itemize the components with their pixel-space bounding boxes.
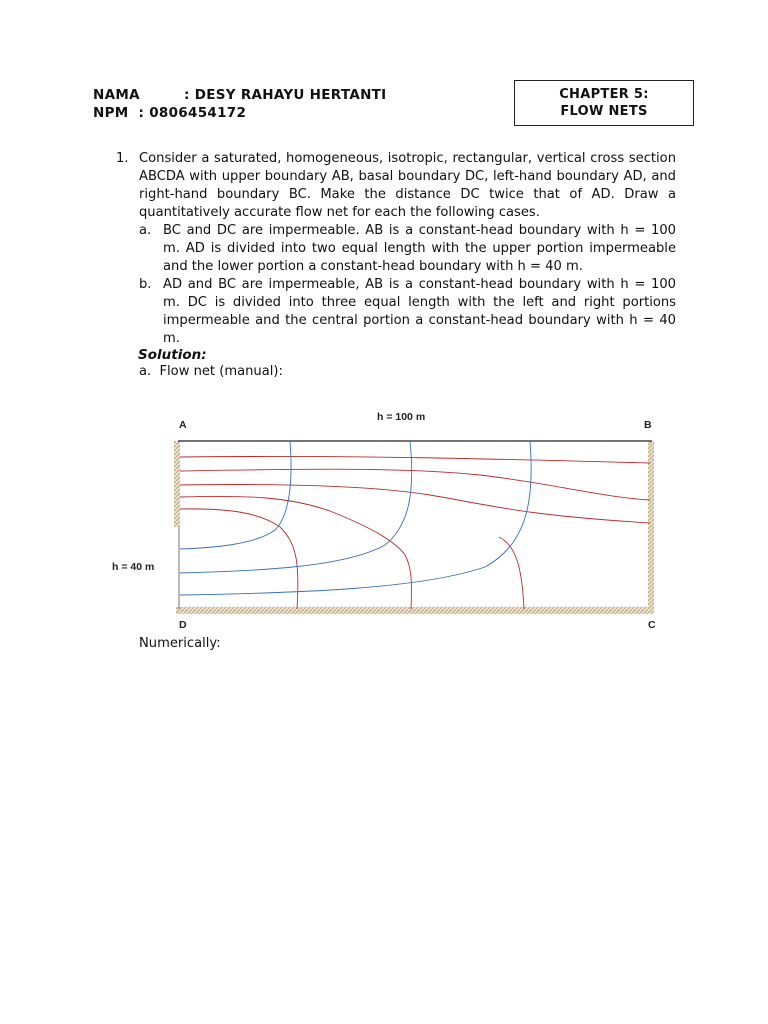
chapter-subtitle: FLOW NETS	[560, 104, 648, 119]
item-b-label: b.	[139, 277, 152, 292]
flow-net-figure	[100, 405, 670, 635]
student-info	[93, 87, 387, 122]
equipotential-lines	[180, 456, 650, 609]
boundary-ad-upper-hatch	[174, 441, 180, 527]
left-head-label: h = 40 m	[112, 561, 155, 573]
boundary-dc-hatch	[176, 607, 654, 614]
flow-lines	[180, 441, 531, 595]
chapter-box	[514, 80, 694, 126]
name-value: : DESY RAHAYU HERTANTI	[184, 87, 387, 103]
question-item-a	[139, 222, 676, 276]
corner-b-label: B	[644, 419, 652, 431]
boundary-bc-hatch	[648, 441, 654, 613]
question-item-b	[139, 276, 676, 348]
solution-a-text: Flow net (manual):	[159, 364, 283, 379]
top-head-label: h = 100 m	[377, 411, 426, 423]
npm-value: : 0806454172	[138, 104, 247, 121]
name-row	[93, 87, 387, 105]
equipotential-line-1	[180, 456, 650, 463]
chapter-title: CHAPTER 5:	[559, 87, 649, 102]
name-key: NAMA	[93, 87, 140, 103]
item-a-text: BC and DC are impermeable. AB is a constant-head boundary with h = 100 m. AD is divided into two equal length with the upper portion impermeable and the lower portion a constant-head boundary with h = 40 m.	[163, 223, 676, 274]
question-number: 1.	[116, 151, 129, 166]
npm-row	[93, 105, 387, 123]
flow-line-3	[180, 441, 531, 595]
solution-heading: Solution:	[138, 347, 207, 363]
item-b-text: AD and BC are impermeable, AB is a constant-head boundary with h = 100 m. DC is divided into three equal length with the left and right portions impermeable and the central portion a constant-head boundary with h = 40 m.	[163, 277, 676, 346]
solution-a-label: a.	[139, 364, 152, 379]
question-1	[116, 150, 676, 381]
flow-net-diagram	[100, 405, 670, 635]
npm-key: NPM	[93, 104, 129, 121]
flow-line-2	[180, 441, 412, 573]
corner-a-label: A	[179, 419, 187, 431]
corner-c-label: C	[648, 619, 656, 631]
equipotential-line-6	[499, 537, 524, 609]
item-a-label: a.	[139, 223, 152, 238]
numerically-label: Numerically:	[139, 636, 221, 651]
question-text: Consider a saturated, homogeneous, isotropic, rectangular, vertical cross section ABCDA with upper boundary AB, basal boundary DC, left-hand boundary AD, and right-hand boundary BC. Make the distance DC twice that of AD. Draw a quantitatively accurate flow net for each the following cases.	[139, 151, 676, 220]
corner-d-label: D	[179, 619, 187, 631]
solution-item-a	[139, 363, 676, 381]
